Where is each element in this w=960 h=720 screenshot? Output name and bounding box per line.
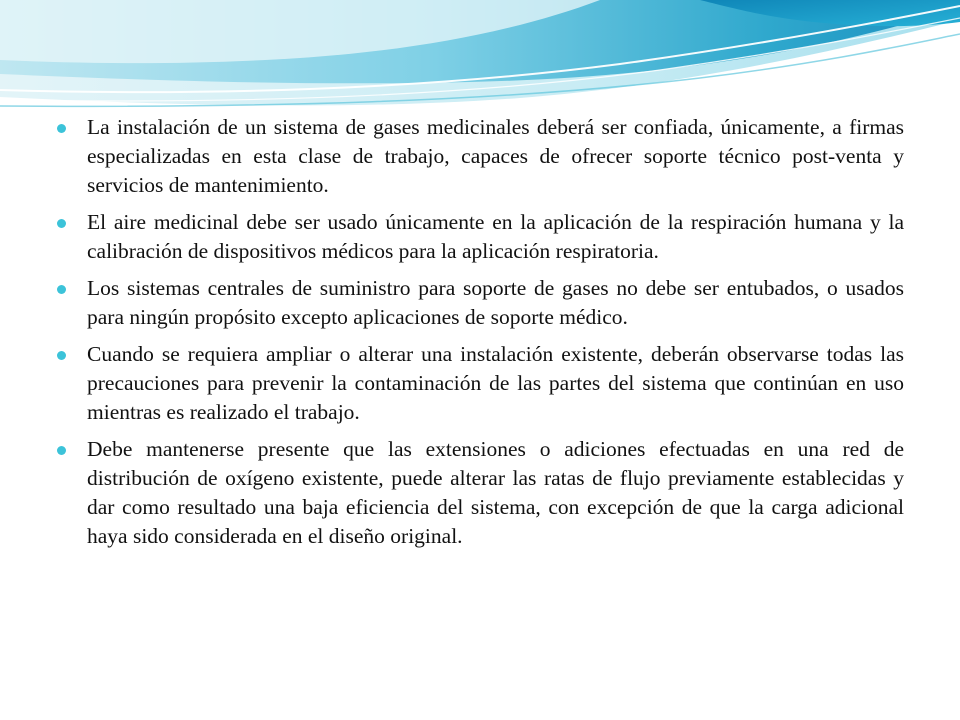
bullet-icon [57, 446, 66, 455]
bullet-item [56, 274, 904, 332]
bullet-text: El aire medicinal debe ser usado únicamente en la aplicación de la respiración humana y la calibración de dispositivos médicos para la aplicación respiratoria. [87, 210, 904, 263]
bullet-icon [57, 351, 66, 360]
bullet-item [56, 113, 904, 200]
bullet-icon [57, 219, 66, 228]
bullet-text: La instalación de un sistema de gases medicinales deberá ser confiada, únicamente, a firmas especializadas en esta clase de trabajo, capaces de ofrecer soporte técnico post-venta y servicios de mantenimiento. [87, 115, 904, 197]
bullet-item [56, 435, 904, 551]
bullet-icon [57, 124, 66, 133]
bullet-text: Debe mantenerse presente que las extensiones o adiciones efectuadas en una red de distribución de oxígeno existente, puede alterar las ratas de flujo previamente establecidas y dar como resultado una baja eficiencia del sistema, con excepción de que la carga adicional haya sido considerada en el diseño original. [87, 437, 904, 548]
header-wave-decoration [0, 0, 960, 120]
bullet-text: Los sistemas centrales de suministro para soporte de gases no debe ser entubados, o usados para ningún propósito excepto aplicaciones de soporte médico. [87, 276, 904, 329]
bullet-item [56, 340, 904, 427]
bullet-list [56, 113, 904, 559]
bullet-text: Cuando se requiera ampliar o alterar una instalación existente, deberán observarse todas las precauciones para prevenir la contaminación de las partes del sistema que continúan en uso mientras es realizado el trabajo. [87, 342, 904, 424]
bullet-icon [57, 285, 66, 294]
bullet-item [56, 208, 904, 266]
